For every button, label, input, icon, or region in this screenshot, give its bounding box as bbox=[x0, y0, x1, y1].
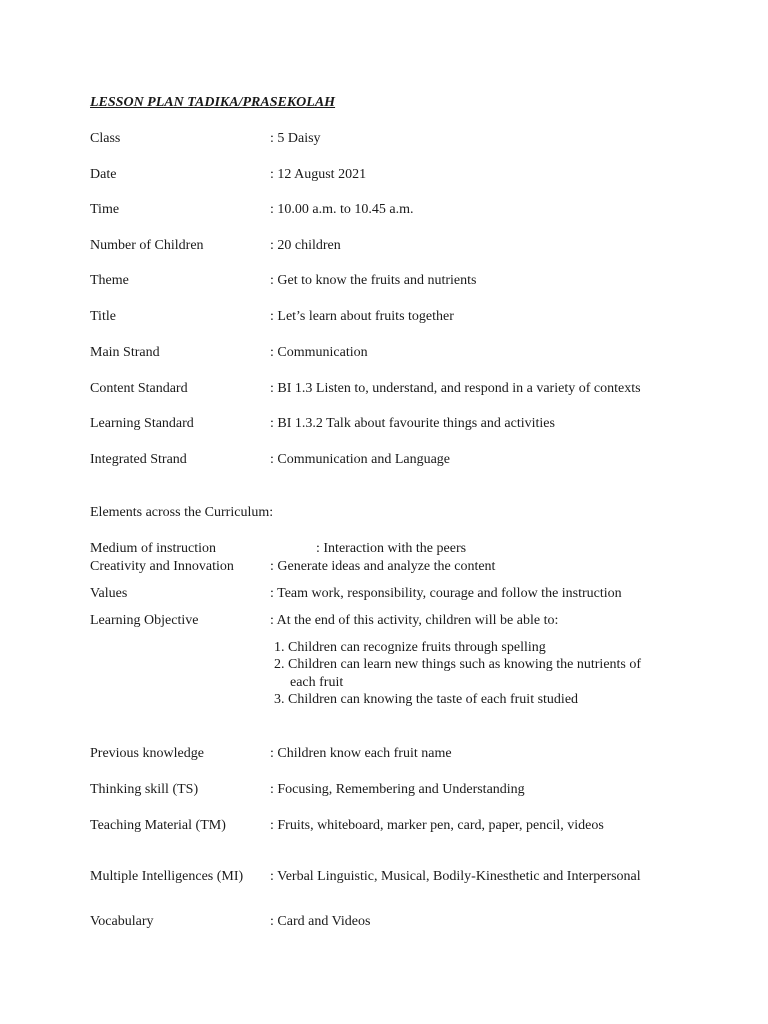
class-value: : 5 Daisy bbox=[270, 131, 321, 146]
main-strand-value: : Communication bbox=[270, 345, 368, 360]
multiple-intelligences-label: Multiple Intelligences (MI) bbox=[90, 869, 244, 884]
time-value: : 10.00 a.m. to 10.45 a.m. bbox=[270, 202, 414, 217]
learning-standard-label: Learning Standard bbox=[90, 416, 194, 431]
previous-knowledge-value: : Children know each fruit name bbox=[270, 746, 452, 761]
learning-standard-value: : BI 1.3.2 Talk about favourite things and activities bbox=[270, 416, 555, 431]
document-title: LESSON PLAN TADIKA/PRASEKOLAH bbox=[90, 95, 336, 110]
number-of-children-label: Number of Children bbox=[90, 238, 204, 253]
time-label: Time bbox=[90, 202, 120, 217]
theme-label: Theme bbox=[90, 273, 129, 288]
content-standard-label: Content Standard bbox=[90, 381, 188, 396]
number-of-children-value: : 20 children bbox=[270, 238, 341, 253]
creativity-label: Creativity and Innovation bbox=[90, 559, 234, 574]
multiple-intelligences-value: : Verbal Linguistic, Musical, Bodily-Kinesthetic and Interpersonal bbox=[270, 869, 641, 884]
learning-objective-value: : At the end of this activity, children will be able to: bbox=[270, 613, 559, 628]
integrated-strand-label: Integrated Strand bbox=[90, 452, 187, 467]
integrated-strand-value: : Communication and Language bbox=[270, 452, 451, 467]
values-label: Values bbox=[90, 586, 128, 601]
teaching-material-value: : Fruits, whiteboard, marker pen, card, paper, pencil, videos bbox=[270, 818, 604, 833]
class-label: Class bbox=[90, 131, 121, 146]
medium-of-instruction-value: : Interaction with the peers bbox=[316, 541, 467, 556]
values-value: : Team work, responsibility, courage and follow the instruction bbox=[270, 586, 622, 601]
content-standard-value: : BI 1.3 Listen to, understand, and respond in a variety of contexts bbox=[270, 381, 641, 396]
thinking-skill-value: : Focusing, Remembering and Understanding bbox=[270, 782, 525, 797]
elements-heading: Elements across the Curriculum: bbox=[90, 505, 274, 520]
objective-item: 3. Children can knowing the taste of each fruit studied bbox=[274, 692, 579, 707]
vocabulary-label: Vocabulary bbox=[90, 914, 154, 929]
objective-item: 1. Children can recognize fruits through spelling bbox=[274, 640, 546, 655]
objective-item: 2. Children can learn new things such as knowing the nutrients of bbox=[274, 657, 642, 672]
objective-item-continuation: each fruit bbox=[290, 675, 344, 690]
learning-objective-label: Learning Objective bbox=[90, 613, 199, 628]
thinking-skill-label: Thinking skill (TS) bbox=[90, 782, 199, 797]
medium-of-instruction-label: Medium of instruction bbox=[90, 541, 216, 556]
teaching-material-label: Teaching Material (TM) bbox=[90, 818, 226, 833]
date-label: Date bbox=[90, 167, 117, 182]
date-value: : 12 August 2021 bbox=[270, 167, 367, 182]
creativity-value: : Generate ideas and analyze the content bbox=[270, 559, 496, 574]
title-value: : Let’s learn about fruits together bbox=[270, 309, 454, 324]
vocabulary-value: : Card and Videos bbox=[270, 914, 371, 929]
theme-value: : Get to know the fruits and nutrients bbox=[270, 273, 477, 288]
title-label: Title bbox=[90, 309, 116, 324]
main-strand-label: Main Strand bbox=[90, 345, 160, 360]
previous-knowledge-label: Previous knowledge bbox=[90, 746, 204, 761]
